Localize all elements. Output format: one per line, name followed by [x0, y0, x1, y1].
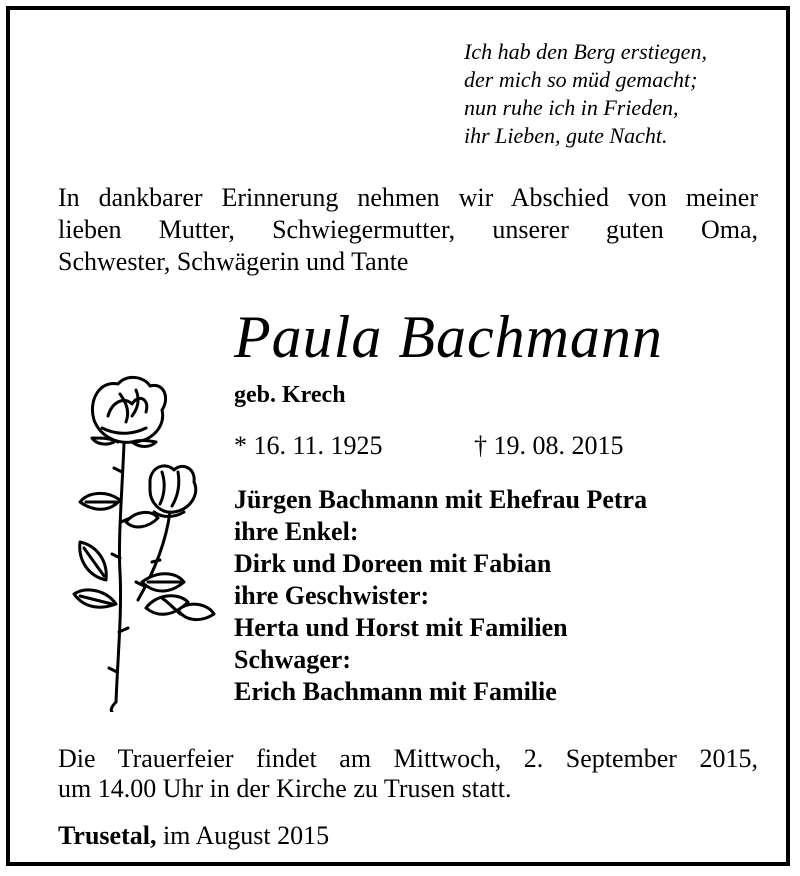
- intro-line: Schwester, Schwägerin und Tante: [58, 247, 409, 276]
- funeral-line: um 14.00 Uhr in der Kirche zu Trusen statt.: [58, 774, 512, 803]
- birth-date: * 16. 11. 1925: [234, 431, 383, 460]
- closing-date: im August 2015: [156, 821, 330, 850]
- family-list: [234, 484, 647, 708]
- poem-line: ihr Lieben, gute Nacht.: [464, 123, 668, 148]
- family-line: ihre Geschwister:: [234, 581, 430, 610]
- obituary-frame: [6, 6, 790, 866]
- life-dates: [234, 430, 624, 462]
- rose-icon: [66, 372, 226, 712]
- intro-text: [58, 182, 758, 278]
- death-date: † 19. 08. 2015: [474, 431, 624, 460]
- poem: [464, 38, 784, 150]
- family-line: ihre Enkel:: [234, 517, 359, 546]
- poem-line: nun ruhe ich in Frieden,: [464, 95, 679, 120]
- funeral-line: Die Trauerfeier findet am Mittwoch, 2. September 2015,: [58, 744, 758, 773]
- family-line: Schwager:: [234, 645, 351, 674]
- funeral-info: [58, 744, 758, 804]
- family-line: Dirk und Doreen mit Fabian: [234, 549, 552, 578]
- family-line: Jürgen Bachmann mit Ehefrau Petra: [234, 485, 648, 514]
- intro-line: In dankbarer Erinnerung nehmen wir Abschied von meiner: [58, 183, 758, 212]
- born-name: geb. Krech: [234, 382, 346, 408]
- family-line: Herta und Horst mit Familien: [234, 613, 568, 642]
- place-date: [58, 820, 329, 852]
- family-line: Erich Bachmann mit Familie: [234, 677, 557, 706]
- poem-line: Ich hab den Berg erstiegen,: [464, 39, 707, 64]
- poem-line: der mich so müd gemacht;: [464, 67, 698, 92]
- place-name: Trusetal,: [58, 821, 157, 850]
- deceased-name: Paula Bachmann: [234, 304, 663, 370]
- intro-line: lieben Mutter, Schwiegermutter, unserer guten Oma,: [58, 215, 758, 244]
